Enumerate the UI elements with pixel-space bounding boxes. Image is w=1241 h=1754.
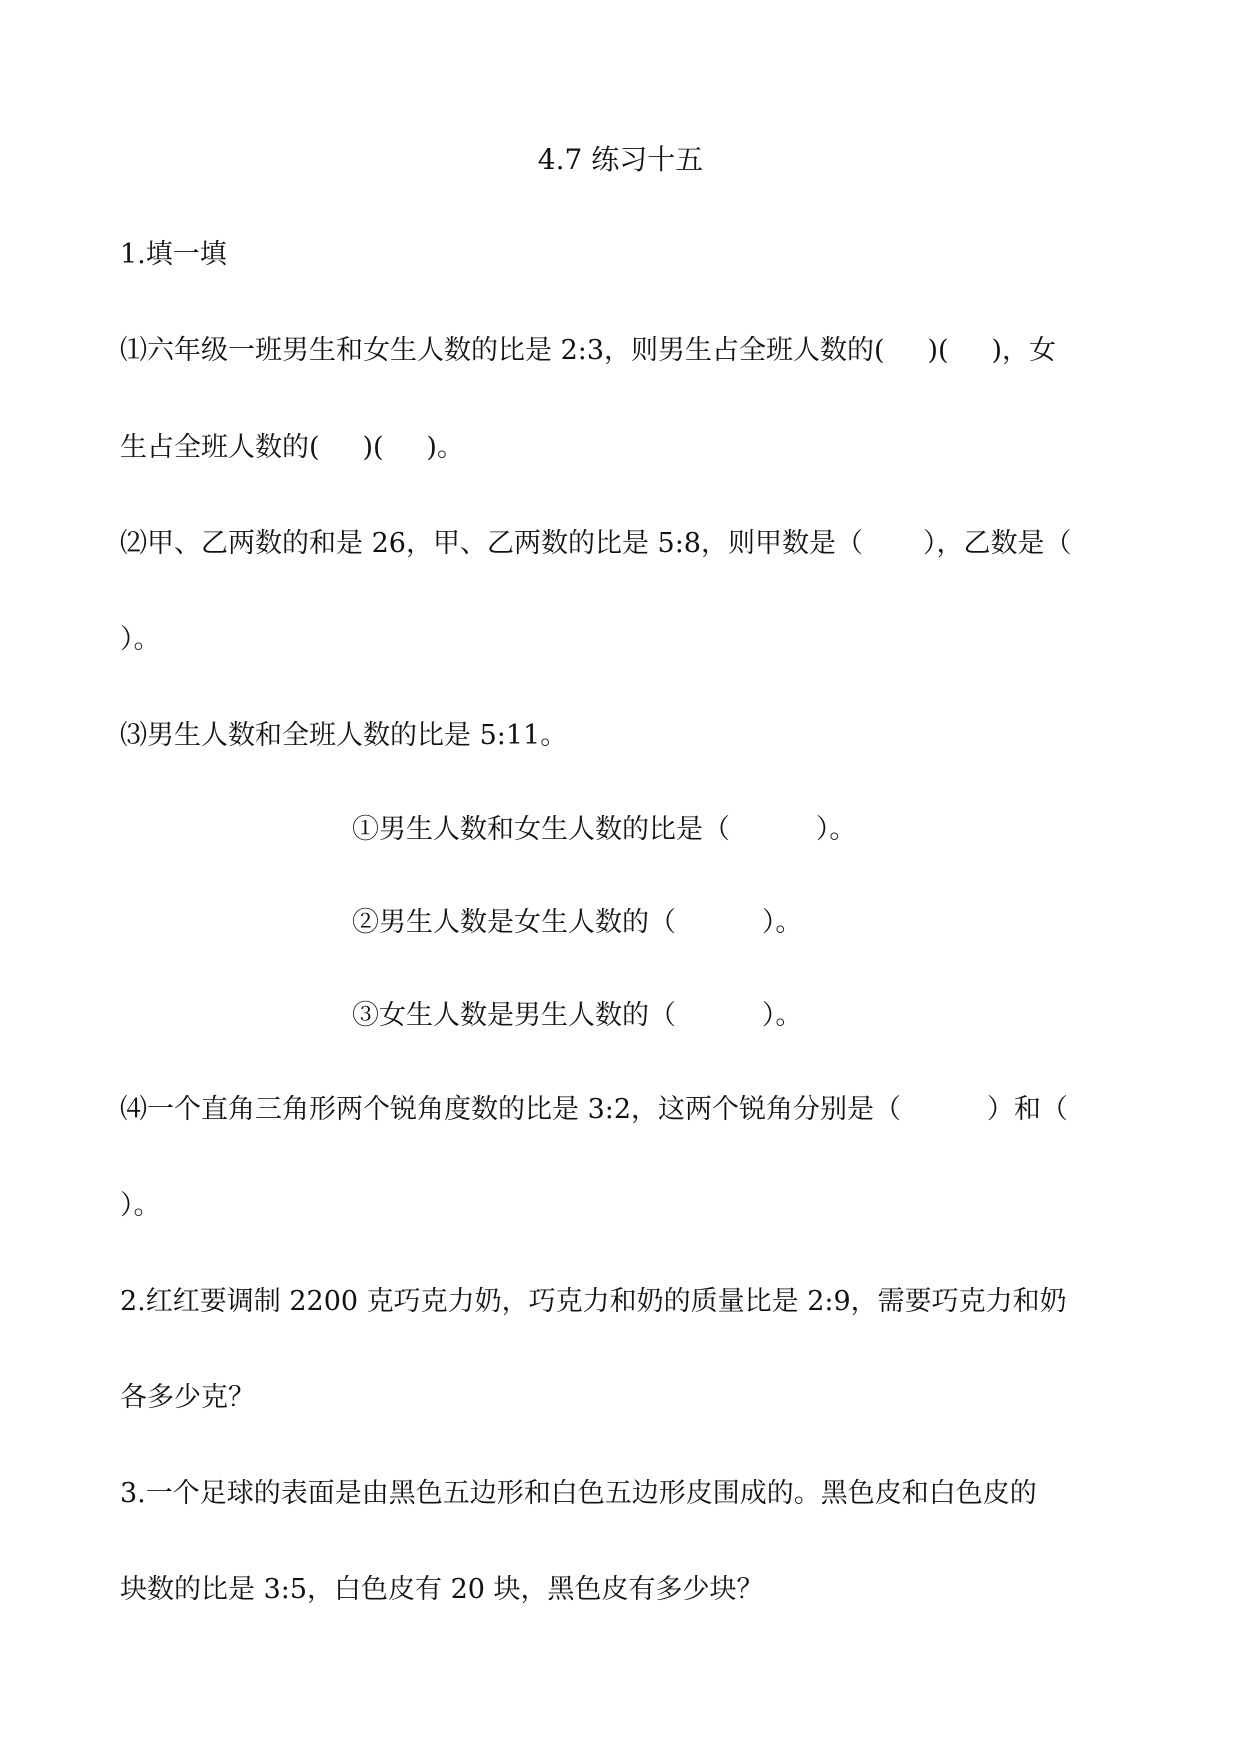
question-1-3-sub-2: ②男生人数是女生人数的（ ）。 <box>352 907 803 938</box>
question-1-3-sub-1: ①男生人数和女生人数的比是（ ）。 <box>352 814 857 845</box>
question-1-2-line-2: ）。 <box>120 624 161 655</box>
question-1-4-line-1: ⑷一个直角三角形两个锐角度数的比是 3:2，这两个锐角分别是（ ）和（ <box>120 1094 1068 1125</box>
question-3-line-2: 块数的比是 3:5，白色皮有 20 块，黑色皮有多少块？ <box>120 1574 764 1605</box>
question-2-line-2: 各多少克？ <box>120 1382 255 1413</box>
question-3-line-1: 3.一个足球的表面是由黑色五边形和白色五边形皮围成的。黑色皮和白色皮的 <box>120 1478 1037 1509</box>
question-2-line-1: 2.红红要调制 2200 克巧克力奶，巧克力和奶的质量比是 2:9，需要巧克力和奶 <box>120 1286 1067 1317</box>
question-1-1-line-2: 生占全班人数的( )( )。 <box>120 432 464 463</box>
page-title: 4.7 练习十五 <box>537 143 704 176</box>
question-1-3-stem: ⑶男生人数和全班人数的比是 5:11。 <box>120 720 568 751</box>
question-1-1-line-1: ⑴六年级一班男生和女生人数的比是 2:3，则男生占全班人数的( )( )，女 <box>120 335 1056 366</box>
question-1-3-sub-3: ③女生人数是男生人数的（ ）。 <box>352 1000 803 1031</box>
section-1-heading: 1.填一填 <box>120 239 227 270</box>
question-1-2-line-1: ⑵甲、乙两数的和是 26，甲、乙两数的比是 5:8，则甲数是（ ），乙数是（ <box>120 528 1072 559</box>
question-1-4-line-2: ）。 <box>120 1190 161 1221</box>
